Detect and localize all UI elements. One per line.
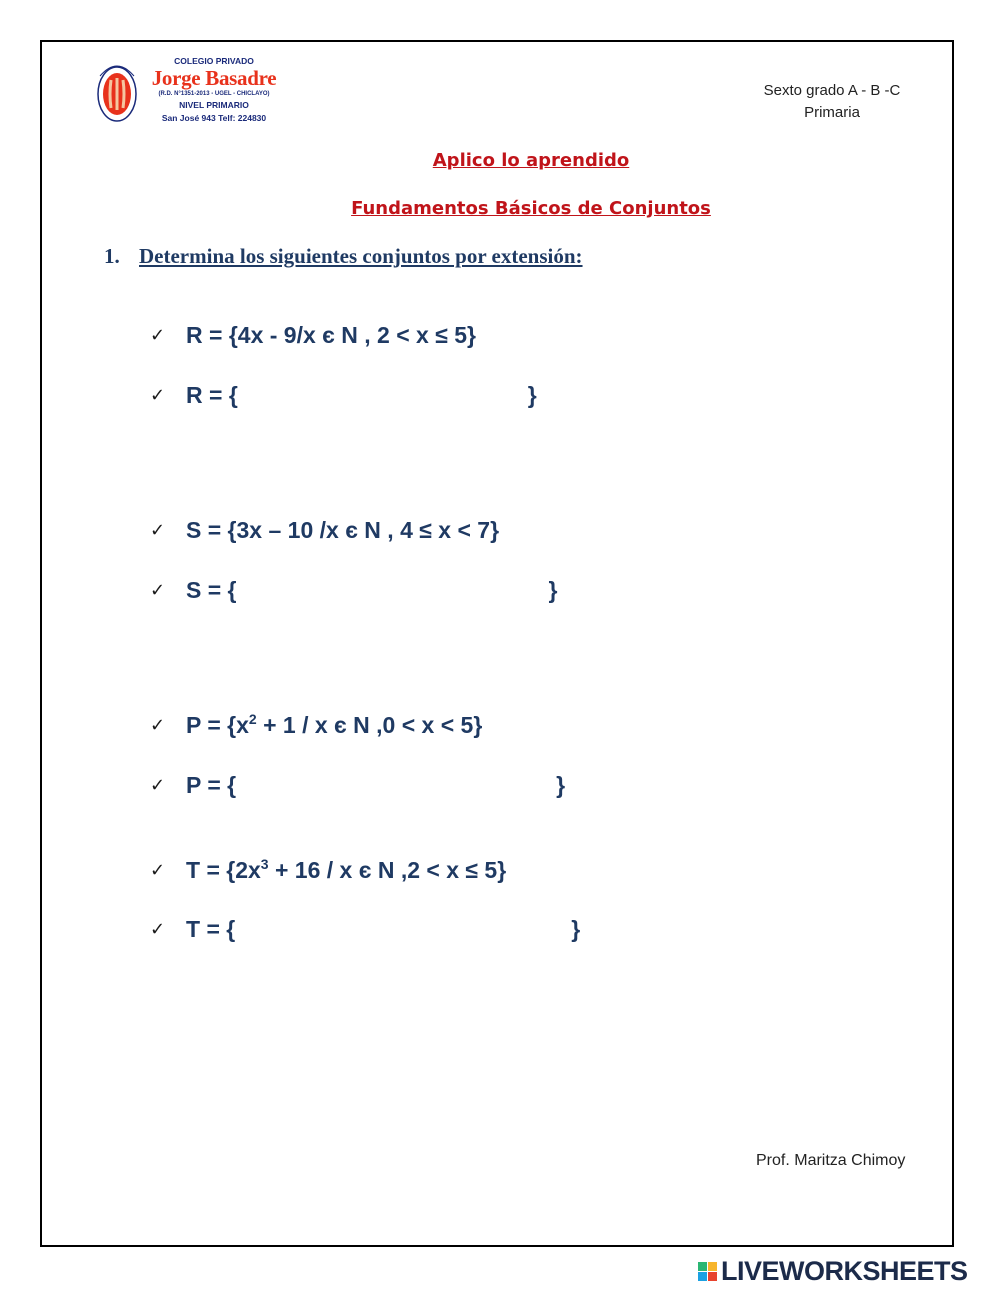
set-s-text: S = {3x – 10 /x є N , 4 ≤ x < 7} — [186, 517, 500, 543]
level-line: Primaria — [804, 104, 860, 121]
school-level: NIVEL PRIMARIO — [179, 100, 249, 110]
set-t-text-after: + 16 / x є N ,2 < x ≤ 5} — [268, 857, 507, 883]
page-title: Aplico lo aprendido — [432, 150, 630, 171]
grade-line: Sexto grado A - B -C — [763, 82, 901, 99]
check-icon: ✓ — [150, 580, 166, 602]
block-i — [708, 1262, 717, 1271]
question-1 — [104, 244, 583, 269]
set-s-definition — [150, 517, 499, 544]
teacher-name: Prof. Maritza Chimoy — [756, 1152, 906, 1169]
set-t-answer-suffix: } — [571, 916, 581, 943]
page-subtitle: Fundamentos Básicos de Conjuntos — [351, 198, 711, 219]
grade-info — [742, 80, 922, 124]
school-text-block — [144, 56, 284, 125]
question-text: Determina los siguientes conjuntos por extensión: — [139, 244, 583, 268]
set-r-text: R = {4x - 9/x є N , 2 < x ≤ 5} — [186, 322, 476, 348]
set-s-answer-row — [150, 577, 557, 607]
set-t-answer-row — [150, 916, 580, 946]
block-v — [698, 1272, 707, 1281]
set-p-definition — [150, 711, 482, 739]
set-p-answer-input[interactable] — [236, 772, 556, 802]
set-p-text-before: P = {x — [186, 712, 249, 738]
school-address: San José 943 Telf: 224830 — [161, 113, 267, 123]
check-icon: ✓ — [150, 919, 166, 941]
liveworksheets-brand: LIVEWORKSHEETS — [721, 1255, 968, 1286]
set-p-exponent: 2 — [248, 711, 257, 727]
set-r-answer-suffix: } — [527, 382, 537, 409]
set-t-definition — [150, 856, 506, 884]
school-type: COLEGIO PRIVADO — [174, 56, 254, 66]
check-icon: ✓ — [150, 325, 166, 346]
set-r-answer-prefix: R = { — [186, 382, 238, 409]
school-resolution: (R.D. N°1351-2013 - UGEL - CHICLAYO) — [158, 91, 270, 97]
set-t-answer-input[interactable] — [235, 916, 571, 946]
set-t-answer-prefix: T = { — [186, 916, 236, 943]
liveworksheets-logo[interactable] — [698, 1256, 968, 1286]
check-icon: ✓ — [150, 385, 166, 407]
set-p-answer-row — [150, 772, 565, 802]
check-icon: ✓ — [150, 860, 166, 881]
liveworksheets-blocks-icon — [698, 1262, 717, 1281]
set-r-answer-input[interactable] — [238, 382, 528, 412]
set-s-answer-suffix: } — [548, 577, 558, 604]
set-p-answer-prefix: P = { — [186, 772, 237, 799]
question-number: 1. — [104, 244, 120, 268]
school-name: Jorge Basadre — [151, 66, 277, 90]
school-logo — [92, 56, 282, 142]
block-l — [698, 1262, 707, 1271]
worksheet-frame — [40, 40, 954, 1247]
check-icon: ✓ — [150, 715, 166, 736]
block-e — [708, 1272, 717, 1281]
school-emblem-icon — [92, 56, 142, 136]
set-r-answer-row — [150, 382, 537, 412]
set-t-text-before: T = {2x — [186, 857, 261, 883]
check-icon: ✓ — [150, 520, 166, 541]
set-s-answer-input[interactable] — [237, 577, 549, 607]
set-p-answer-suffix: } — [556, 772, 566, 799]
set-s-answer-prefix: S = { — [186, 577, 237, 604]
set-r-definition — [150, 322, 476, 349]
set-t-exponent: 3 — [260, 856, 269, 872]
check-icon: ✓ — [150, 775, 166, 797]
set-p-text-after: + 1 / x є N ,0 < x < 5} — [256, 712, 483, 738]
